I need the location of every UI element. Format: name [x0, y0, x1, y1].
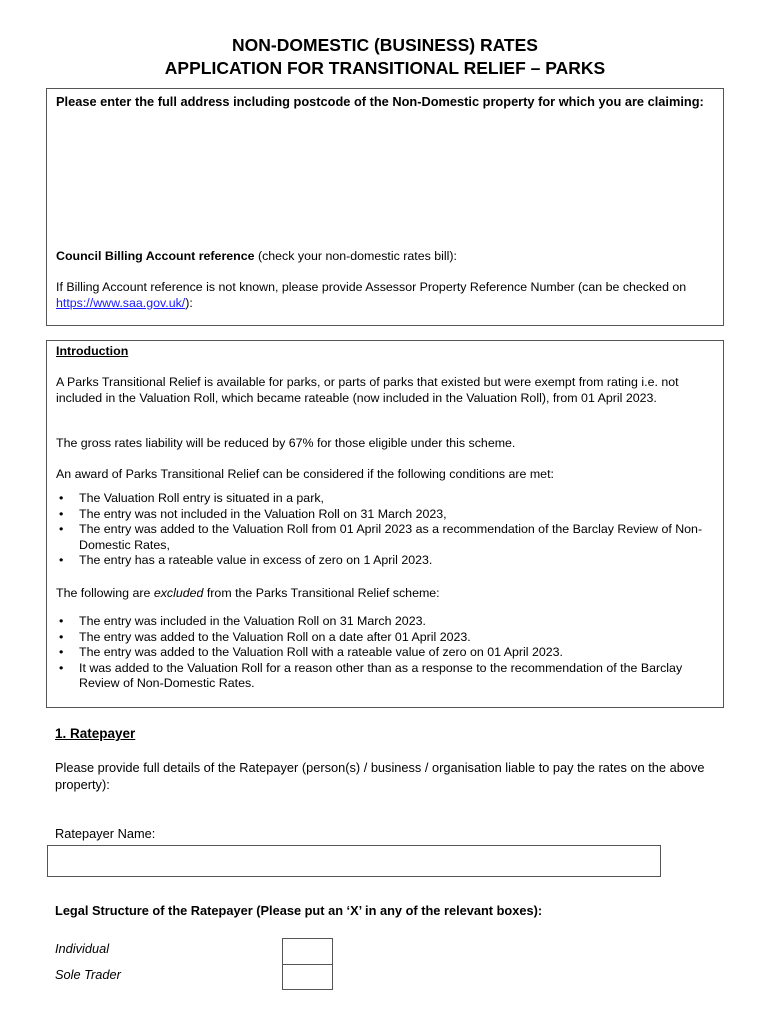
- conditions-list: [55, 491, 705, 569]
- list-item: • The entry has a rateable value in excess of zero on 1 April 2023.: [59, 553, 433, 567]
- ratepayer-description: Please provide full details of the Ratepayer (person(s) / business / organisation liable to pay the rates on the above property):: [55, 760, 705, 792]
- exclusions-intro: The following are excluded from the Parks Transitional Relief scheme:: [56, 586, 440, 600]
- address-prompt: Please enter the full address including postcode of the Non-Domestic property for which you are claiming:: [56, 94, 704, 109]
- introduction-heading: Introduction: [56, 344, 129, 358]
- exclusions-list: [55, 614, 705, 692]
- assessor-reference-text: [56, 280, 716, 311]
- billing-reference-field: [56, 249, 716, 265]
- list-item: • The entry was not included in the Valuation Roll on 31 March 2023,: [59, 506, 447, 521]
- introduction-paragraph-2: The gross rates liability will be reduced by 67% for those eligible under this scheme.: [56, 436, 516, 450]
- introduction-paragraph-1: A Parks Transitional Relief is available for parks, or parts of parks that existed but were exempt from rating i.e. not included in the Valuation Roll, which became rateable (now included in the Valuation Roll), from 01 April 2023.: [56, 375, 679, 405]
- saa-link[interactable]: https://www.saa.gov.uk/: [56, 295, 186, 310]
- billing-reference-label: Council Billing Account reference: [56, 249, 255, 263]
- list-item: • The entry was added to the Valuation Roll from 01 April 2023 as a recommendation of the Barclay Review of Non-Domestic Rates,: [59, 522, 703, 552]
- option-sole-trader-label: Sole Trader: [55, 967, 121, 982]
- billing-reference-hint: (check your non-domestic rates bill):: [254, 249, 457, 263]
- list-item: • The entry was included in the Valuation Roll on 31 March 2023.: [59, 614, 426, 628]
- assessor-reference-label: If Billing Account reference is not known, please provide Assessor Property Reference Number (can be checked on: [56, 280, 687, 294]
- ratepayer-heading: 1. Ratepayer: [55, 726, 136, 741]
- option-individual-label: Individual: [55, 941, 110, 956]
- assessor-reference-tail: ):: [185, 295, 193, 310]
- excluded-emphasis: excluded: [153, 586, 204, 600]
- address-box[interactable]: [46, 88, 724, 326]
- list-item: • It was added to the Valuation Roll for a reason other than as a response to the recommendation of the Barclay Review of Non-Domestic Rates.: [59, 660, 683, 690]
- list-item: • The entry was added to the Valuation Roll on a date after 01 April 2023.: [59, 629, 471, 644]
- sole-trader-checkbox[interactable]: [282, 964, 333, 990]
- page-title-line1: NON-DOMESTIC (BUSINESS) RATES: [232, 35, 538, 55]
- individual-checkbox[interactable]: [282, 938, 333, 965]
- list-item: • The Valuation Roll entry is situated in a park,: [59, 491, 324, 505]
- introduction-box: [46, 340, 724, 708]
- list-item: • The entry was added to the Valuation Roll with a rateable value of zero on 01 April 2023.: [59, 645, 563, 659]
- page-title-line2: APPLICATION FOR TRANSITIONAL RELIEF – PARKS: [164, 58, 606, 78]
- legal-structure-label: Legal Structure of the Ratepayer (Please put an ‘X’ in any of the relevant boxes):: [55, 903, 543, 918]
- ratepayer-name-input[interactable]: [47, 845, 661, 877]
- ratepayer-name-label: Ratepayer Name:: [55, 826, 156, 841]
- introduction-paragraph-3: An award of Parks Transitional Relief can be considered if the following conditions are met:: [56, 467, 554, 481]
